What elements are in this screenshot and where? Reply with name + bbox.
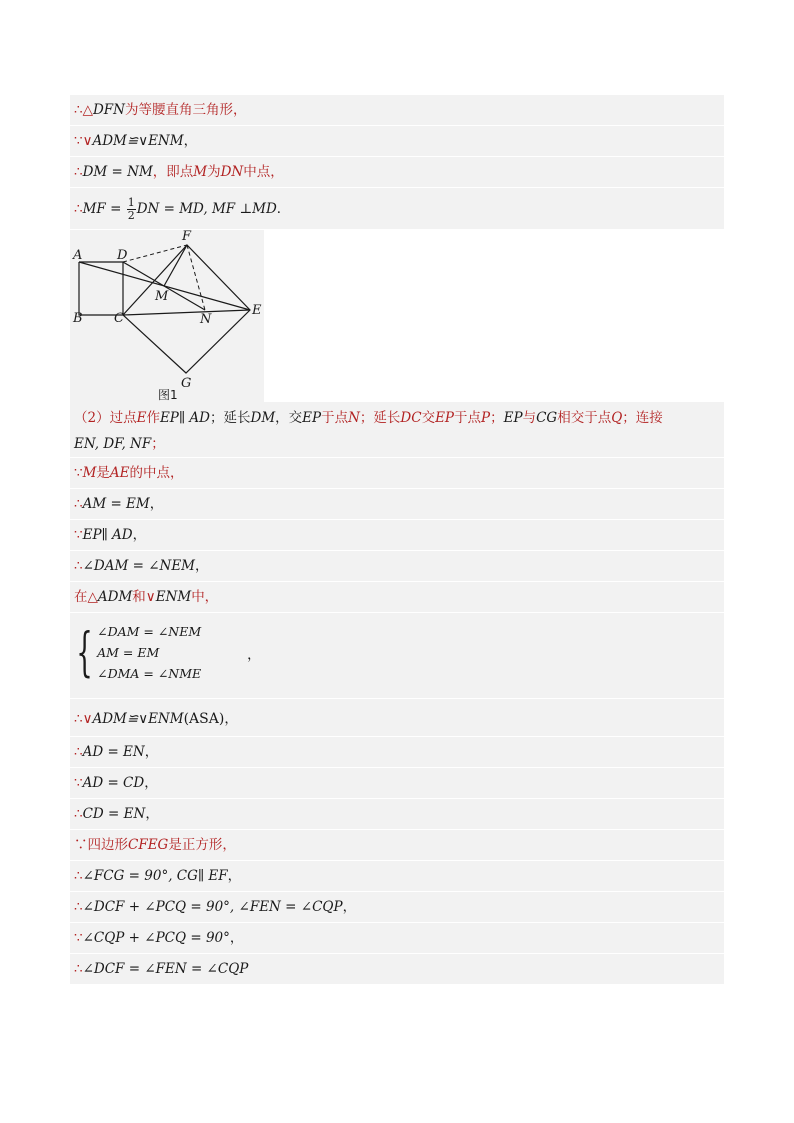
line-cd-en: ∴CD = EN，: [70, 799, 724, 830]
line-ad-en: ∴AD = EN，: [70, 737, 724, 768]
figure-caption: 图1: [158, 388, 178, 402]
line-isosceles-triangle: ∴△DFN为等腰直角三角形，: [70, 95, 724, 126]
label-g: G: [181, 376, 192, 391]
geometry-figure-1: [70, 230, 264, 402]
line-angle-fcg: ∴∠FCG = 90°, CG∥ EF，: [70, 861, 724, 892]
equation-system: { ∠DAM = ∠NEM AM = EM ∠DMA = ∠NME ，: [70, 613, 724, 699]
left-brace: {: [76, 622, 93, 683]
line-angle-sum: ∴∠DCF + ∠PCQ = 90°, ∠FEN = ∠CQP，: [70, 892, 724, 923]
label-b: B: [73, 311, 83, 326]
line-m-midpoint: ∵M是AE的中点，: [70, 458, 724, 489]
line-congruence-asa: ∴∨ADM≌∨ENM(ASA)，: [70, 699, 724, 737]
system-row-3: ∠DMA = ∠NME: [97, 666, 202, 681]
segment-ce: [123, 310, 250, 315]
label-c: C: [114, 311, 124, 326]
label-a: A: [73, 248, 83, 263]
line-angle-conclusion: ∴∠DCF = ∠FEN = ∠CQP: [70, 954, 724, 985]
label-d: D: [117, 248, 128, 263]
label-m: M: [155, 289, 169, 304]
dashed-df: [123, 245, 187, 262]
label-e: E: [252, 303, 262, 318]
square-abcd: [79, 262, 123, 315]
line-part2-construction: （2）过点E作EP∥ AD；延长DM，交EP于点N；延长DC交EP于点P；EP与CG相交于点Q；连接 EN, DF, NF；: [70, 402, 724, 458]
segment-dm: [123, 262, 164, 286]
line-square-cfeg: ∵四边形CFEG是正方形，: [70, 830, 724, 861]
label-f: F: [182, 230, 192, 244]
line-angle-cqp: ∵∠CQP + ∠PCQ = 90°，: [70, 923, 724, 954]
line-congruence-1: ∵∨ADM≌∨ENM，: [70, 126, 724, 157]
geometry-diagram: [70, 230, 264, 402]
fraction-one-half: $\frac{1}{2}$: [127, 196, 135, 222]
line-angle-dam: ∴∠DAM = ∠NEM，: [70, 551, 724, 582]
label-n: N: [200, 312, 212, 327]
line-ad-cd: ∵AD = CD，: [70, 768, 724, 799]
square-cfeg: [123, 245, 250, 373]
system-row-1: ∠DAM = ∠NEM: [97, 624, 202, 639]
line-am-em: ∴AM = EM，: [70, 489, 724, 520]
system-row-2: AM = EM: [97, 645, 160, 660]
solution-content: [70, 95, 724, 985]
line-ep-parallel: ∵EP∥ AD，: [70, 520, 724, 551]
line-in-triangles: 在△ADM和∨ENM中，: [70, 582, 724, 613]
line-mf-perpendicular: ∴MF = $\frac{1}{2}$ DN = MD, MF ⊥MD．: [70, 188, 724, 230]
line-midpoint: ∴DM = NM，即点M为DN中点，: [70, 157, 724, 188]
segment-mn: [164, 286, 205, 310]
